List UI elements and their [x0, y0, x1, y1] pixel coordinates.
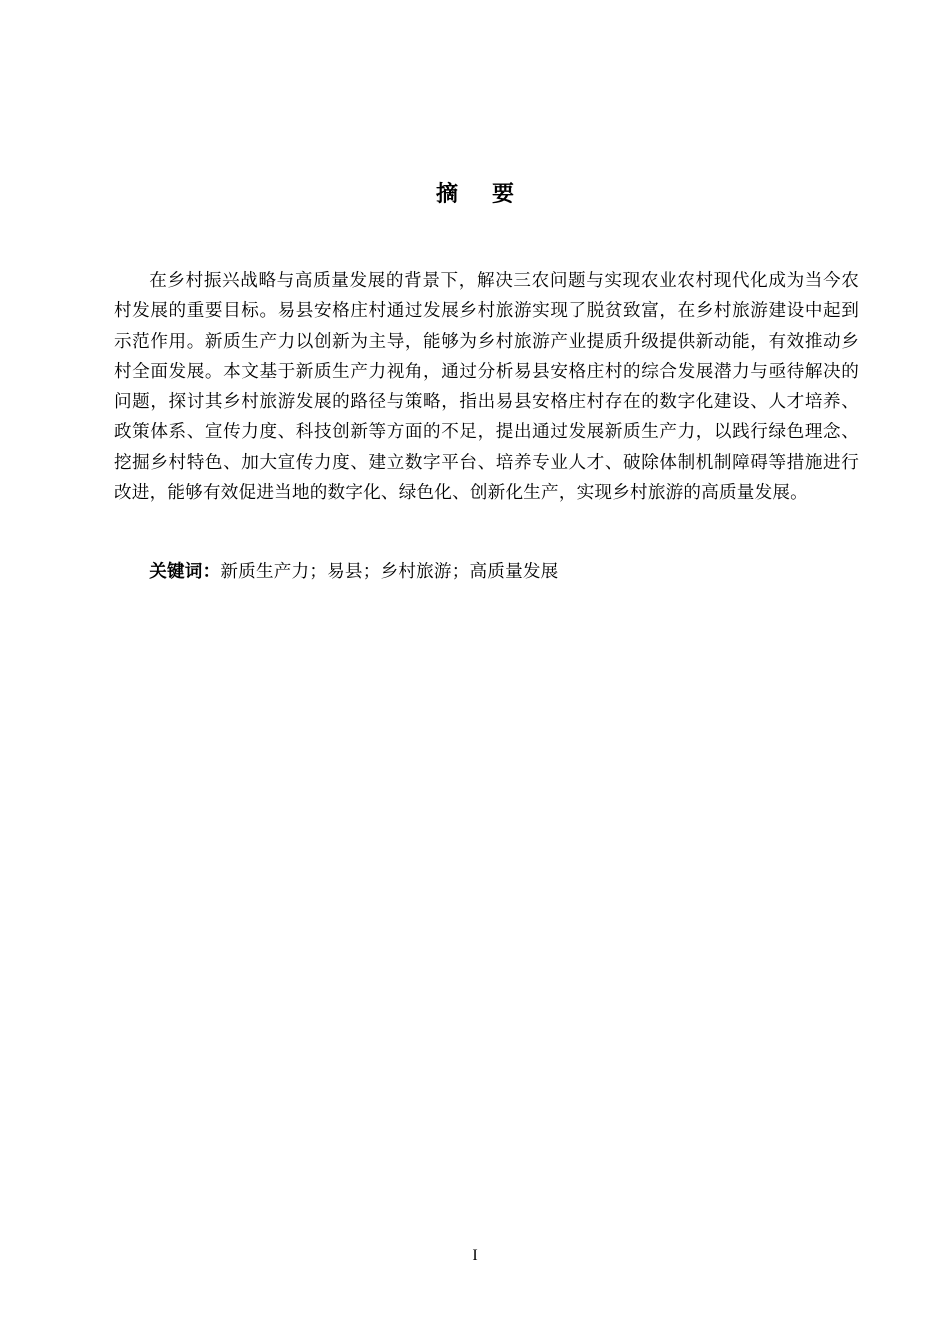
abstract-title: 摘要: [435, 182, 548, 207]
keywords-label: 关键词：: [149, 562, 221, 582]
page-number: I: [472, 1247, 478, 1264]
abstract-body: 在乡村振兴战略与高质量发展的背景下，解决三农问题与实现农业农村现代化成为当今农村发展的重要目标。易县安格庄村通过发展乡村旅游实现了脱贫致富，在乡村旅游建设中起到示范作用。新质生产力以创新为主导，能够为乡村旅游产业提质升级提供新动能，有效推动乡村全面发展。本文基于新质生产力视角，通过分析易县安格庄村的综合发展潜力与亟待解决的问题，探讨其乡村旅游发展的路径与策略，指出易县安格庄村存在的数字化建设、人才培养、政策体系、宣传力度、科技创新等方面的不足，提出通过发展新质生产力，以践行绿色理念、挖掘乡村特色、加大宣传力度、建立数字平台、培养专业人才、破除体制机制障碍等措施进行改进，能够有效促进当地的数字化、绿色化、创新化生产，实现乡村旅游的高质量发展。: [114, 271, 859, 504]
keywords-text: 新质生产力；易县；乡村旅游；高质量发展: [220, 562, 559, 582]
keywords-line: [114, 557, 859, 587]
